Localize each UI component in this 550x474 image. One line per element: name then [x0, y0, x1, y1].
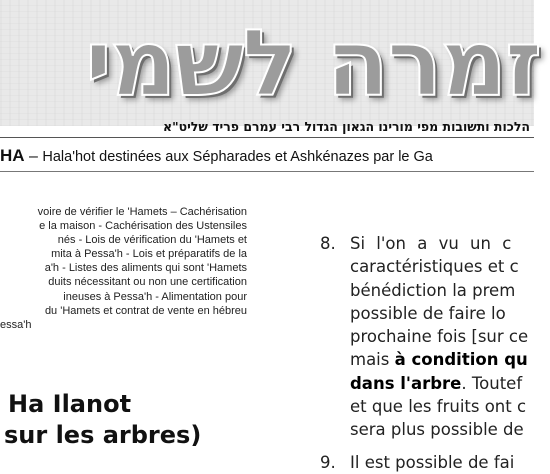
summary-line: a'h - Listes des aliments qui sont 'Hamets	[44, 262, 247, 275]
body-line: bénédiction la prem	[350, 280, 516, 300]
masthead-title: זמרה לשמי	[84, 10, 540, 117]
summary-line: e la maison - Cachérisation des Ustensiles	[39, 220, 247, 233]
summary-line: duits nécessitant ou non une certification	[48, 276, 247, 289]
article-body	[320, 232, 534, 472]
contents-summary	[0, 205, 247, 332]
body-line: possible de faire lo	[350, 303, 506, 323]
item-number: 8.	[320, 234, 336, 253]
body-line: prochaine fois [sur ce	[350, 327, 529, 347]
body-line: Si l'on a vu un c	[350, 234, 512, 253]
section-header	[0, 146, 534, 166]
masthead-banner	[0, 0, 540, 134]
body-line: caractéristiques et c	[350, 257, 519, 277]
summary-line: du 'Hamets et contrat de vente en hébreu	[44, 304, 247, 317]
section-divider	[0, 171, 534, 172]
masthead-divider	[0, 137, 534, 138]
item-9-text	[350, 451, 550, 474]
summary-line: ineuses à Pessa'h - Alimentation pour	[63, 290, 247, 303]
heading-line-2: sur les arbres)	[4, 421, 202, 449]
body-text: mais	[350, 350, 395, 370]
body-line	[350, 372, 550, 395]
body-line: sera plus possible de	[350, 420, 524, 440]
body-line: Il est possible de fai	[350, 453, 515, 472]
body-text: . Toutef	[461, 373, 523, 393]
body-line	[350, 348, 550, 371]
summary-line: essa'h	[0, 318, 32, 331]
section-code: HA	[0, 146, 25, 165]
item-number: 9.	[320, 453, 336, 472]
section-dash: –	[29, 148, 38, 165]
summary-line: mita à Pessa'h - Lois et préparatifs de la	[51, 248, 247, 261]
masthead-subtitle: הלכות ותשובות מפי מורינו הגאון הגדול רבי עמרם פריד שליט"א	[163, 119, 530, 134]
body-line: et que les fruits ont c	[350, 397, 527, 417]
bold-text: dans l'arbre	[350, 373, 462, 393]
heading-line-1: Ha Ilanot	[8, 390, 132, 418]
item-8-text	[350, 232, 550, 442]
summary-line: nés - Lois de vérification du 'Hamets et	[57, 234, 247, 247]
summary-line: voire de vérifier le 'Hamets – Cachérisation	[37, 206, 247, 218]
section-description: Hala'hot destinées aux Sépharades et Ashkénazes par le Ga	[42, 149, 433, 165]
article-heading	[0, 389, 250, 451]
bold-text: à condition qu	[394, 350, 528, 370]
